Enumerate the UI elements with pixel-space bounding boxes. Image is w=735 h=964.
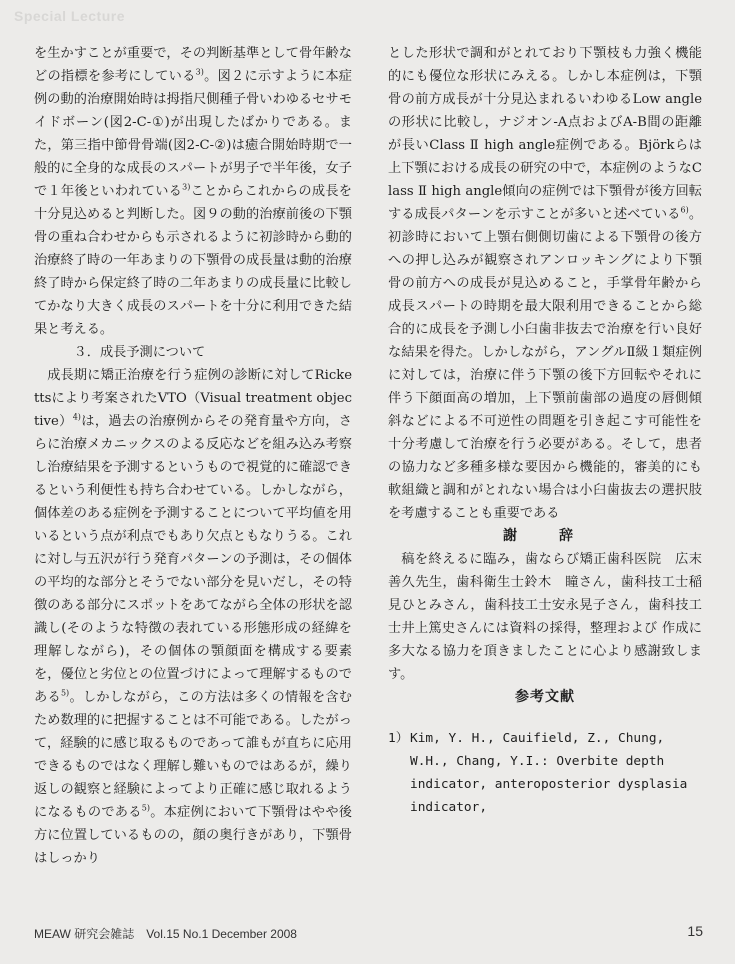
paragraph: とした形状で調和がとれており下顎枝も力強く機能的にも優位な形状にみえる。しかし本症例は，下顎骨の前方成長が十分見込まれるいわゆるLow angleの形状に比較し，ナジオン-A点およびA-B間の距離が長いClass Ⅱ high angle症例である。Björkらは上下顎における成長の研究の中で，本症例のようなClass Ⅱ high angle傾向の症例では下顎骨が後方回転する成長パターンを示すことが多いと述べている$^{6)}$。初診時において上顎右側側切歯による下顎骨の後方への押し込みが観察されアンロッキングにより下顎骨の前方への成長が見込めること，手掌骨年齢から成長スパートの時期を最大限利用できることから総合的に成長を予測し小臼歯非抜去で治療を行い良好な結果を得た。しかしながら，アングルⅡ級１類症例に対しては，治療に伴う下顎の後下方回転やそれに伴う下顔面高の増加，上下顎前歯部の過度の唇側傾斜などによる不可逆性の問題を引き起こす可能性を十分考慮して治療を行う必要がある。そして，患者の協力など多種多様な要因から機能的，審美的にも軟組織と調和がとれない場合は小臼歯抜去の選択肢を考慮することも重要である	[388, 46, 703, 521]
references-heading: 参考文献	[515, 689, 575, 705]
journal-footer: MEAW 研究会雑誌 Vol.15 No.1 December 2008	[34, 927, 297, 941]
reference-number: 1）	[388, 731, 409, 746]
acknowledgement-text: 稿を終えるに臨み，歯ならび矯正歯科医院 広末善久先生，歯科衛生士鈴木 瞳さん，歯科技工士稲見ひとみさん，歯科技工士安永晃子さん，歯科技工士井上篤史さんには資料の採得，整理および 作成に多大なる協力を頂きましたことに心より感謝致します。	[388, 552, 702, 682]
section-heading: ３．成長予測について	[73, 345, 206, 360]
acknowledgement-heading: 謝 辞	[503, 528, 587, 544]
right-column	[388, 42, 702, 819]
reference-text: Kim, Y. H., Cauifield, Z., Chung, W.H., Chang, Y.I.: Overbite depth indicator, anteroposterior dysplasia indicator,	[410, 731, 688, 815]
paragraph: 成長期に矯正治療を行う症例の診断に対してRickettsにより考案されたVTO（Visual treatment objective）$^{4)}$は，過去の治療例からその発育量や方向，さらに治療メカニックスのよる反応などを組み込み考察し治療結果を予測するというもので視覚的に確認できるという利便性も持ち合わせている。しかしながら，個体差のある症例を予測することについて平均値を用いるという点が利点でもあり欠点ともなりうる。これに対し与五沢が行う発育パターンの予測は，その個体の平均的な部分とそうでない部分を見いだし，その特徴のある部分にスポットをあてながら全体の形状を認識し(そのような特徴の表れている形態形成の経緯を理解しながら)，その個体の顎顔面を構成する要素を，優位と劣位との位置づけによって理解するものである$^{5)}$。しかしながら，この方法は多くの情報を含むため数理的に把握することは不可能である。したがって，経験的に感じ取るものであって誰もが直ちに応用できるものではなく理解し難いものではあるが，繰り返しの観察と経験によってより正確に感じ取れるようになるものである$^{5)}$。本症例において下顎骨はやや後方に位置しているものの，顔の奥行きがあり，下顎骨はしっかり	[34, 368, 352, 866]
reference-list	[388, 727, 702, 819]
page-number: 15	[687, 923, 703, 939]
citation-ref: 3)	[195, 67, 204, 77]
citation-ref: 4)	[72, 412, 81, 422]
paragraph: を生かすことが重要で，その判断基準として骨年齢などの指標を参考にしている$^{3)}$。図２に示すように本症例の動的治療開始時は拇指尺側種子骨いわゆるセサモイドボーン(図2-C-①)が出現したばかりである。また，第三指中節骨骨端(図2-C-②)は癒合開始時期で一般的に全身的な成長のスパートが男子で半年後，女子で１年後といわれている$^{3)}$ことからこれからの成長を十分見込めると判断した。図９の動的治療前後の下顎骨の重ね合わせからも示されるように初診時から動的治療終了時の一年あまりの下顎骨の成長量は動的治療終了時から保定終了時の二年あまりの成長量に比較してかなり大きく成長のスパートを十分に利用できた結果と考える。	[34, 46, 352, 337]
citation-ref: 5)	[141, 803, 150, 813]
citation-ref: 3)	[182, 182, 191, 192]
reference-item	[388, 727, 702, 819]
left-column	[34, 42, 352, 870]
show-through-header: Special Lecture	[14, 8, 125, 24]
citation-ref: 5)	[60, 688, 70, 698]
citation-ref: 6)	[680, 205, 689, 215]
